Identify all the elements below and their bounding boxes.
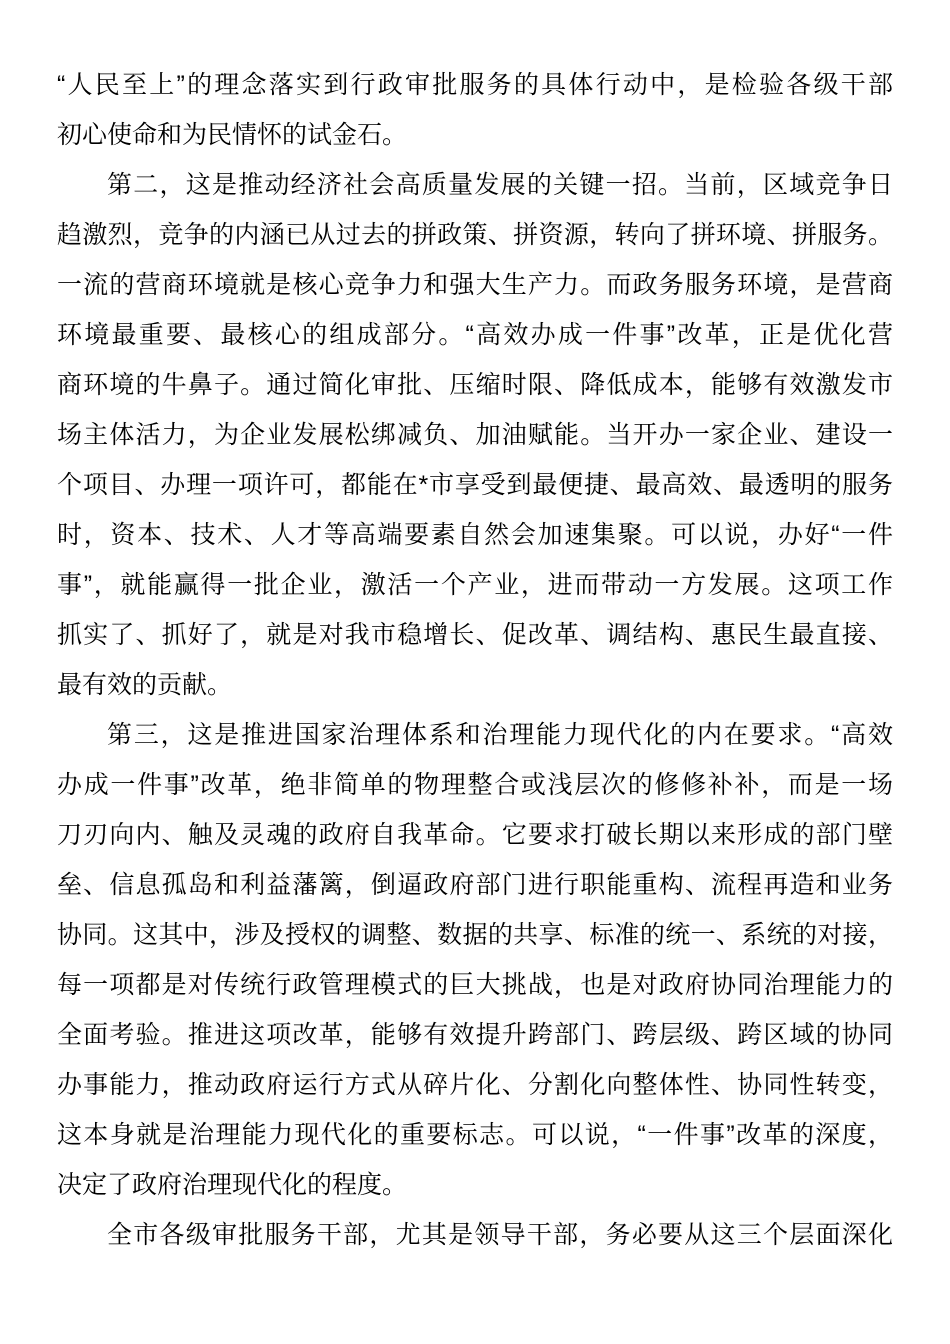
text-line: 个项目、办理一项许可，都能在*市享受到最便捷、最高效、最透明的服务 bbox=[57, 471, 893, 499]
text-line: 初心使命和为民情怀的试金石。 bbox=[57, 121, 408, 149]
text-line: 这本身就是治理能力现代化的重要标志。可以说，“一件事”改革的深度， bbox=[57, 1121, 893, 1149]
text-line: “人民至上”的理念落实到行政审批服务的具体行动中，是检验各级干部 bbox=[57, 71, 893, 99]
text-line: 每一项都是对传统行政管理模式的巨大挑战，也是对政府协同治理能力的 bbox=[57, 971, 893, 999]
text-line: 决定了政府治理现代化的程度。 bbox=[57, 1171, 408, 1199]
text-line: 商环境的牛鼻子。通过简化审批、压缩时限、降低成本，能够有效激发市 bbox=[57, 371, 893, 399]
text-line: 环境最重要、最核心的组成部分。“高效办成一件事”改革，正是优化营 bbox=[57, 321, 893, 349]
text-line: 全市各级审批服务干部，尤其是领导干部，务必要从这三个层面深化 bbox=[107, 1221, 893, 1249]
text-line: 时，资本、技术、人才等高端要素自然会加速集聚。可以说，办好“一件 bbox=[57, 521, 893, 549]
text-line: 垒、信息孤岛和利益藩篱，倒逼政府部门进行职能重构、流程再造和业务 bbox=[57, 871, 893, 899]
text-line: 刀刃向内、触及灵魂的政府自我革命。它要求打破长期以来形成的部门壁 bbox=[57, 821, 893, 849]
text-line: 全面考验。推进这项改革，能够有效提升跨部门、跨层级、跨区域的协同 bbox=[57, 1021, 893, 1049]
text-line: 事”，就能赢得一批企业，激活一个产业，进而带动一方发展。这项工作 bbox=[57, 571, 893, 599]
text-line: 第三，这是推进国家治理体系和治理能力现代化的内在要求。“高效 bbox=[107, 721, 893, 749]
text-line: 协同。这其中，涉及授权的调整、数据的共享、标准的统一、系统的对接， bbox=[57, 921, 893, 949]
text-line: 趋激烈，竞争的内涵已从过去的拼政策、拼资源，转向了拼环境、拼服务。 bbox=[57, 221, 893, 249]
text-line: 一流的营商环境就是核心竞争力和强大生产力。而政务服务环境，是营商 bbox=[57, 271, 893, 299]
text-line: 最有效的贡献。 bbox=[57, 671, 233, 699]
text-line: 办事能力，推动政府运行方式从碎片化、分割化向整体性、协同性转变， bbox=[57, 1071, 893, 1099]
text-line: 抓实了、抓好了，就是对我市稳增长、促改革、调结构、惠民生最直接、 bbox=[57, 621, 893, 649]
text-line: 场主体活力，为企业发展松绑减负、加油赋能。当开办一家企业、建设一 bbox=[57, 421, 893, 449]
text-line: 办成一件事”改革，绝非简单的物理整合或浅层次的修修补补，而是一场 bbox=[57, 771, 893, 799]
text-line: 第二，这是推动经济社会高质量发展的关键一招。当前，区域竞争日 bbox=[107, 171, 893, 199]
